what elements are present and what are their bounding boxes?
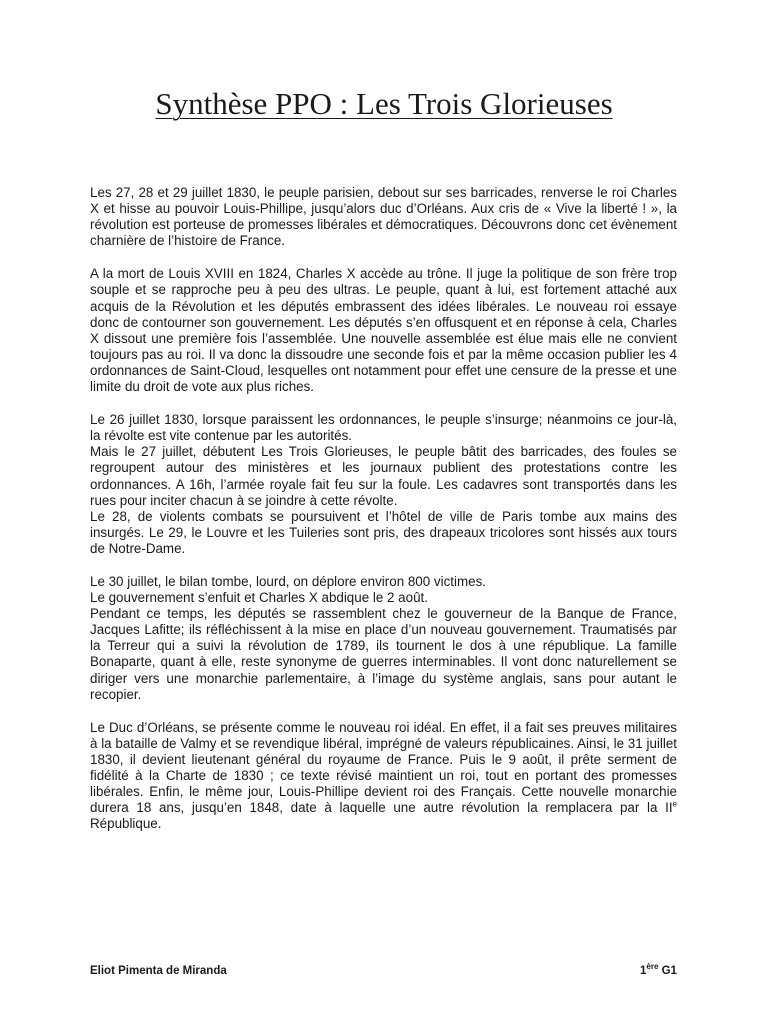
paragraph-gap	[90, 557, 677, 574]
document-title	[0, 84, 768, 124]
class-superscript: ère	[646, 962, 659, 972]
conclusion-text: Le Duc d’Orléans, se présente comme le nouveau roi idéal. En effet, il a fait ses preuves militaires à la bataille de Valmy et se revendique libéral, imprégné de valeurs républicaines. Ainsi, le 31 juillet 1830, il devient lieutenant général du royaume de France. Puis le 9 août, il prête serment de fidélité à la Charte de 1830 ; ce texte révisé maintient un roi, tout en portant des promesses libérales. Enfin, le même jour, Louis-Phillipe devient roi des Français. Cette nouvelle monarchie durera 18 ans, jusqu’en 1848, date à laquelle une autre révolution la remplacera par la II	[90, 719, 677, 816]
paragraph-july-26: Le 26 juillet 1830, lorsque paraissent les ordonnances, le peuple s’insurge; néanmoins ce jour-là, la révolte est vite contenue par les autorités.	[90, 412, 677, 444]
footer-class	[640, 964, 677, 978]
paragraph-gap	[90, 703, 677, 720]
conclusion-tail: République.	[90, 816, 162, 832]
paragraph-deputies: Pendant ce temps, les députés se rassemblent chez le gouverneur de la Banque de France, Jacques Lafitte; ils réfléchissent à la mise en place d’un nouveau gouvernement. Traumatisés par la Terreur qui a suivi la révolution de 1789, ils tournent le dos à une république. La famille Bonaparte, quant à elle, reste synonyme de guerres interminables. Il vont donc naturellement se diriger vers une monarchie parlementaire, à l’image du système anglais, sans pour autant le recopier.	[90, 606, 677, 702]
class-number: 1	[640, 965, 647, 977]
document-body	[90, 185, 677, 832]
class-group: G1	[658, 965, 677, 977]
paragraph-context: A la mort de Louis XVIII en 1824, Charles X accède au trône. Il juge la politique de son frère trop souple et se rapproche peu à peu des ultras. Le peuple, quant à lui, est fortement attaché aux acquis de la Révolution et les députés embrassent des idées libérales. Le nouveau roi essaye donc de contourner son gouvernement. Les députés s’en offusquent et en réponse à cela, Charles X dissout une première fois l’assemblée. Une nouvelle assemblée est élue mais elle ne convient toujours pas au roi. Il va donc la dissoudre une seconde fois et par la même occasion publier les 4 ordonnances de Saint-Cloud, lesquelles ont notamment pour effet une censure de la presse et une limite du droit de vote aux plus riches.	[90, 266, 677, 395]
paragraph-july-30: Le 30 juillet, le bilan tombe, lourd, on déplore environ 800 victimes.	[90, 573, 486, 589]
paragraph-conclusion	[90, 720, 677, 833]
paragraph-july-28-29: Le 28, de violents combats se poursuivent et l’hôtel de ville de Paris tombe aux mains des insurgés. Le 29, le Louvre et les Tuileries sont pris, des drapeaux tricolores sont hissés aux tours de Notre-Dame.	[90, 508, 677, 556]
paragraph-abdication: Le gouvernement s’enfuit et Charles X abdique le 2 août.	[90, 590, 428, 606]
paragraph-gap	[90, 395, 677, 412]
republic-superscript: e	[672, 799, 677, 809]
paragraph-intro: Les 27, 28 et 29 juillet 1830, le peuple parisien, debout sur ses barricades, renverse le roi Charles X et hisse au pouvoir Louis-Phillipe, jusqu’alors duc d’Orléans. Aux cris de « Vive la liberté ! », la révolution est porteuse de promesses libérales et démocratiques. Découvrons donc cet évènement charnière de l’histoire de France.	[90, 185, 677, 249]
title-text: Synthèse PPO : Les Trois Glorieuses	[155, 86, 613, 121]
paragraph-july-27: Mais le 27 juillet, débutent Les Trois Glorieuses, le peuple bâtit des barricades, des foules se regroupent autour des ministères et les journaux publient des protestations contre les ordonnances. A 16h, l’armée royale fait feu sur la foule. Les cadavres sont transportés dans les rues pour inciter chacun à se joindre à cette révolte.	[90, 444, 677, 508]
footer-author: Eliot Pimenta de Miranda	[90, 965, 227, 977]
paragraph-gap	[90, 249, 677, 266]
